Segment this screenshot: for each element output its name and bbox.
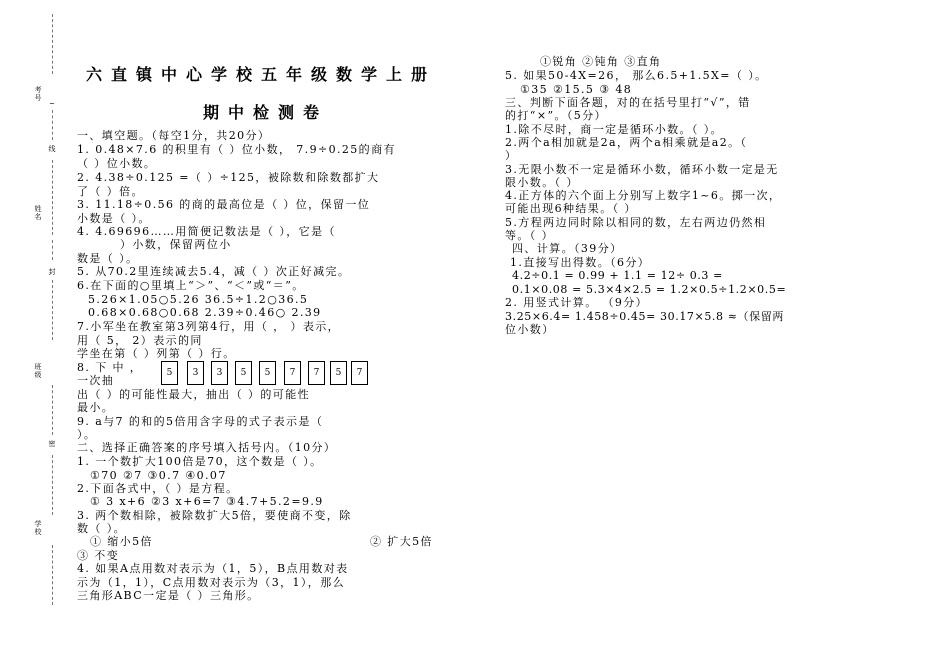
section-heading: 四、计算。（39分） xyxy=(512,242,623,255)
section-heading: 二、选择正确答案的序号填入括号内。（10分） xyxy=(77,441,337,454)
question-line: 7.小军坐在教室第3列第4行，用（ ， ）表示， xyxy=(77,320,341,333)
question-line: 2. 用竖式计算。 （9分） xyxy=(505,296,649,309)
question-line: ）。 xyxy=(77,428,97,441)
question-line: 位小数） xyxy=(505,323,555,336)
question-line: 1.除不尽时，商一定是循环小数。（ ）。 xyxy=(505,123,723,136)
question-line: 6.在下面的○里填上“＞”、“＜”或“＝”。 xyxy=(77,279,305,292)
question-line: 5.26×1.05○5.26 36.5÷1.2○36.5 xyxy=(88,293,309,306)
question-line: 4. 4.69696……用简便记数法是（ ），它是（ xyxy=(77,225,336,238)
question-line: 用（ 5， 2）表示的同 xyxy=(77,334,203,347)
binding-mark-feng: 封 xyxy=(48,268,56,276)
question-line: ①锐角 ②钝角 ③直角 xyxy=(540,55,662,68)
question-line: 3. 两个数相除，被除数扩大5倍，要使商不变，除 xyxy=(77,509,352,522)
question-line: 数（ ）。 xyxy=(77,522,126,535)
question-line: 限小数。（ ） xyxy=(505,176,579,189)
class-label: 班级 xyxy=(34,363,42,379)
question-line: 一次抽 xyxy=(77,374,115,387)
question-line: 4. 如果A点用数对表示为（1，5），B点用数对表 xyxy=(77,562,349,575)
question-line: 学坐在第（ ）列第（ ）行。 xyxy=(77,347,236,360)
question-line: 5.方程两边同时除以相同的数，左右两边仍然相 xyxy=(505,216,767,229)
question-line: （ ）位小数。 xyxy=(77,157,157,170)
question-line: 等。（ ） xyxy=(505,229,554,242)
binding-dashed-line xyxy=(52,14,53,74)
number-card: 5 xyxy=(235,361,252,385)
number-card: 5 xyxy=(259,361,276,385)
question-line: 8. 下 中 ， xyxy=(77,361,143,374)
question-line: 小数是（ ）。 xyxy=(77,212,151,225)
question-line: ② 扩大5倍 xyxy=(370,535,433,548)
binding-dashed-line xyxy=(52,110,53,140)
binding-dashed-line xyxy=(52,280,53,340)
number-card: 7 xyxy=(308,361,325,385)
name-label: 姓名 xyxy=(34,205,42,221)
section-heading: 的打“×”。（5分） xyxy=(505,109,607,122)
exam-subtitle: 期中检测卷 xyxy=(203,103,329,122)
binding-dashed-line xyxy=(52,545,53,605)
binding-dashed-line xyxy=(52,385,53,435)
question-line: 了（ ）倍。 xyxy=(77,185,144,198)
question-line: ① 3 x+6 ②3 x+6=7 ③4.7+5.2=9.9 xyxy=(90,495,324,508)
question-line: 5. 从70.2里连续减去5.4，减（ ）次正好减完。 xyxy=(77,265,351,278)
question-line: ①70 ②7 ③0.7 ④0.07 xyxy=(90,469,227,482)
binding-tilde: ~ xyxy=(49,100,55,108)
question-line: 0.68×0.68○0.68 2.39÷0.46○ 2.39 xyxy=(88,306,322,319)
calc-row: 3.25×6.4= 1.458÷0.45= 30.17×5.8 ≈（保留两 xyxy=(505,310,784,323)
section-heading: 三、判断下面各题，对的在括号里打“√”，错 xyxy=(505,96,751,109)
question-line: 2. 4.38÷0.125 =（ ）÷125，被除数和除数都扩大 xyxy=(77,171,380,184)
question-line: 最小。 xyxy=(77,401,115,414)
question-line: 示为（1，1），C点用数对表示为（3，1），那么 xyxy=(77,576,346,589)
question-line: ③ 不变 xyxy=(77,549,120,562)
number-card: 5 xyxy=(330,361,347,385)
question-line: ① 缩小5倍 xyxy=(90,535,153,548)
question-line: 3.无限小数不一定是循环小数，循环小数一定是无 xyxy=(505,163,779,176)
binding-dashed-line xyxy=(52,455,53,515)
question-line: 出（ ）的可能性最大，抽出（ ）的可能性 xyxy=(77,388,310,401)
question-line: ）小数，保留两位小 xyxy=(120,238,232,251)
calc-row: 0.1×0.08 = 5.3×4×2.5 = 1.2×0.5÷1.2×0.5= xyxy=(512,283,787,296)
number-card: 5 xyxy=(161,361,178,385)
question-line: 5. 如果50-4X=26， 那么6.5+1.5X=（ ）。 xyxy=(505,69,768,82)
question-line: 9. a与7 的和的5倍用含字母的式子表示是（ xyxy=(77,415,324,428)
question-line: 3. 11.18÷0.56 的商的最高位是（ ）位，保留一位 xyxy=(77,198,371,211)
binding-dashed-line xyxy=(52,240,53,260)
number-card: 7 xyxy=(351,361,368,385)
question-line: 2.下面各式中，（ ）是方程。 xyxy=(77,482,239,495)
question-line: 数是（ ）。 xyxy=(77,252,139,265)
question-line: 4.正方体的六个面上分别写上数字1~6。掷一次， xyxy=(505,189,782,202)
number-card: 3 xyxy=(187,361,204,385)
exam-title: 六直镇中心学校五年级数学上册 xyxy=(86,65,437,84)
calc-row: 4.2÷0.1 = 0.99 + 1.1 = 12÷ 0.3 = xyxy=(512,269,723,282)
binding-mark-xian: 线 xyxy=(48,145,56,153)
section-heading: 一、填空题。（每空1分，共20分） xyxy=(77,129,271,142)
number-card: 3 xyxy=(211,361,228,385)
question-line: 1.直接写出得数。（6分） xyxy=(510,256,651,269)
school-label: 学校 xyxy=(34,520,42,536)
question-line: 2.两个a相加就是2a，两个a相乘就是a2。（ xyxy=(505,136,748,149)
question-line: ①35 ②15.5 ③ 48 xyxy=(520,83,633,96)
question-line: ） xyxy=(505,149,518,162)
question-line: 1. 0.48×7.6 的积里有（ ）位小数， 7.9÷0.25的商有 xyxy=(77,143,396,156)
question-line: 1. 一个数扩大100倍是70，这个数是（ ）。 xyxy=(77,455,323,468)
binding-mark-mi: 密 xyxy=(48,440,56,448)
number-card: 7 xyxy=(284,361,301,385)
question-line: 可能出现6种结果。（ ） xyxy=(505,202,637,215)
question-line: 三角形ABC一定是（ ）三角形。 xyxy=(77,589,260,602)
binding-dashed-line xyxy=(52,160,53,235)
exam-number-label: 考号 xyxy=(34,86,42,102)
